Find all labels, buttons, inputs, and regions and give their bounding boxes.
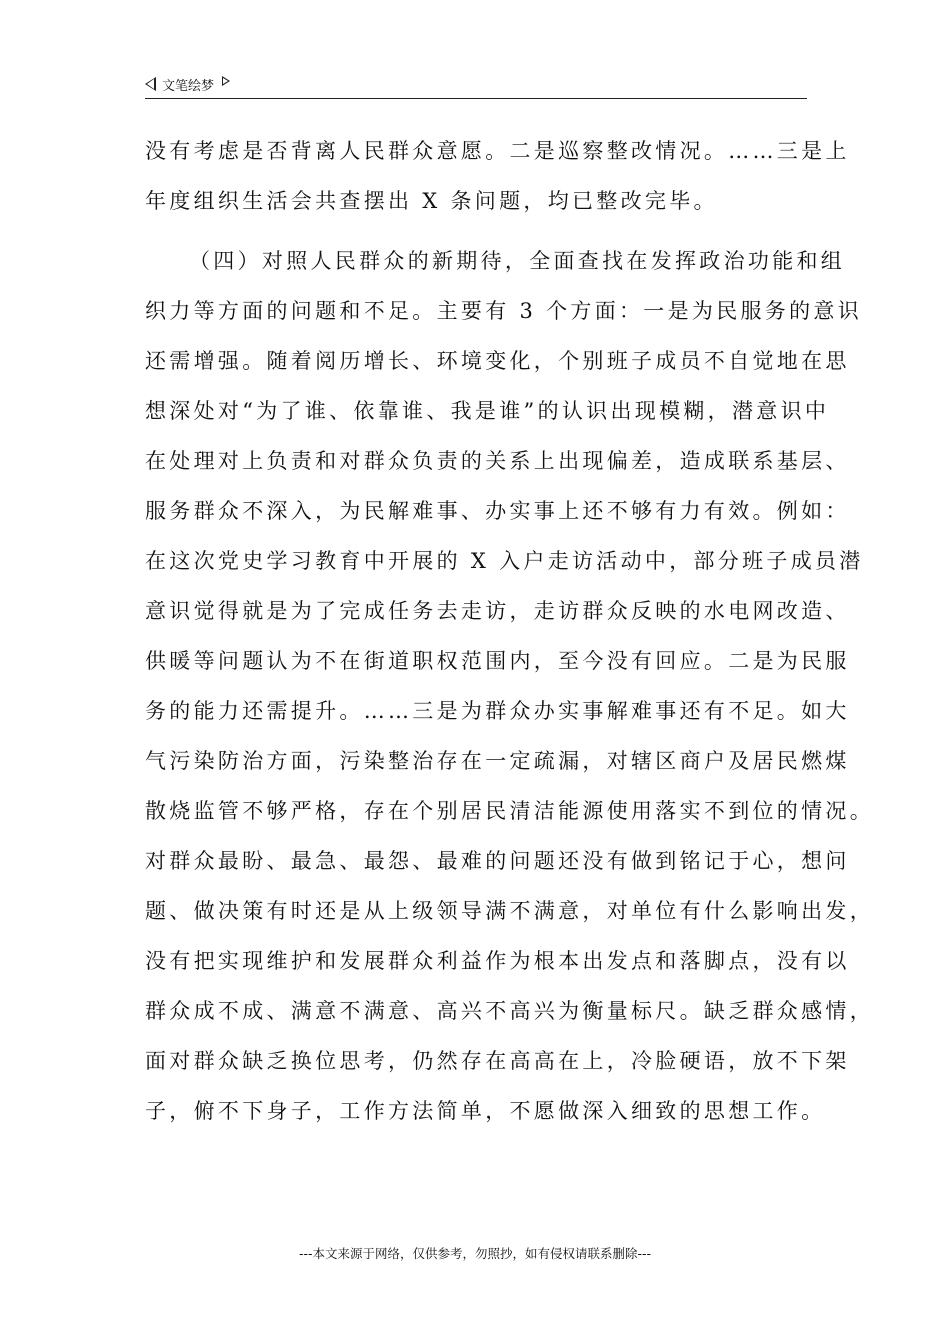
text-line: 还需增强。随着阅历增长、环境变化，个别班子成员不自觉地在思 xyxy=(145,349,850,373)
text-line: 年度组织生活会共查摆出 X 条问题，均已整改完毕。 xyxy=(145,189,718,213)
text-line: 气污染防治方面，污染整治存在一定疏漏，对辖区商户及居民燃煤 xyxy=(145,749,850,773)
footer-disclaimer: ---本文来源于网络，仅供参考，勿照抄，如有侵权请联系删除--- xyxy=(298,1246,652,1261)
triangle-left-icon xyxy=(145,77,156,91)
text-line: 题、做决策有时还是从上级领导满不满意，对单位有什么影响出发， xyxy=(145,899,874,923)
text-line: 服务群众不深入，为民解难事、办实事上还不够有力有效。例如： xyxy=(145,499,850,523)
text-line: 供暖等问题认为不在街道职权范围内，至今没有回应。二是为民服 xyxy=(145,649,850,673)
text-line: 对群众最盼、最急、最怨、最难的问题还没有做到铭记于心，想问 xyxy=(145,849,850,873)
paragraph-gap xyxy=(145,232,835,242)
text-line: 没有考虑是否背离人民群众意愿。二是巡察整改情况。……三是上 xyxy=(145,139,850,163)
text-line: 意识觉得就是为了完成任务去走访，走访群众反映的水电网改造、 xyxy=(145,599,850,623)
text-line: 面对群众缺乏换位思考，仍然存在高高在上，冷脸硬语，放不下架 xyxy=(145,1049,850,1073)
paragraph xyxy=(145,132,850,232)
text-line: 在这次党史学习教育中开展的 X 入户走访活动中，部分班子成员潜 xyxy=(145,549,864,573)
text-line: 在处理对上负责和对群众负责的关系上出现偏差，造成联系基层、 xyxy=(145,449,850,473)
text-line: 没有把实现维护和发展群众利益作为根本出发点和落脚点，没有以 xyxy=(145,949,850,973)
document-body xyxy=(145,132,874,1142)
text-line: （四）对照人民群众的新期待，全面查找在发挥政治功能和组 xyxy=(189,249,846,273)
triangle-right-icon xyxy=(222,76,230,86)
text-line: 子，俯不下身子，工作方法简单，不愿做深入细致的思想工作。 xyxy=(145,1099,826,1123)
brand-name: 文笔绘梦 xyxy=(162,78,215,94)
text-line: 想深处对“为了谁、依靠谁、我是谁”的认识出现模糊，潜意识中 xyxy=(145,399,830,423)
brand xyxy=(145,74,230,94)
text-line: 务的能力还需提升。……三是为群众办实事解难事还有不足。如大 xyxy=(145,699,850,723)
text-line: 织力等方面的问题和不足。主要有 3 个方面：一是为民服务的意识 xyxy=(145,299,863,323)
page-header xyxy=(145,74,807,99)
paragraph xyxy=(145,242,874,1142)
text-line: 群众成不成、满意不满意、高兴不高兴为衡量标尺。缺乏群众感情， xyxy=(145,999,874,1023)
text-line: 散烧监管不够严格，存在个别居民清洁能源使用落实不到位的情况。 xyxy=(145,799,874,823)
